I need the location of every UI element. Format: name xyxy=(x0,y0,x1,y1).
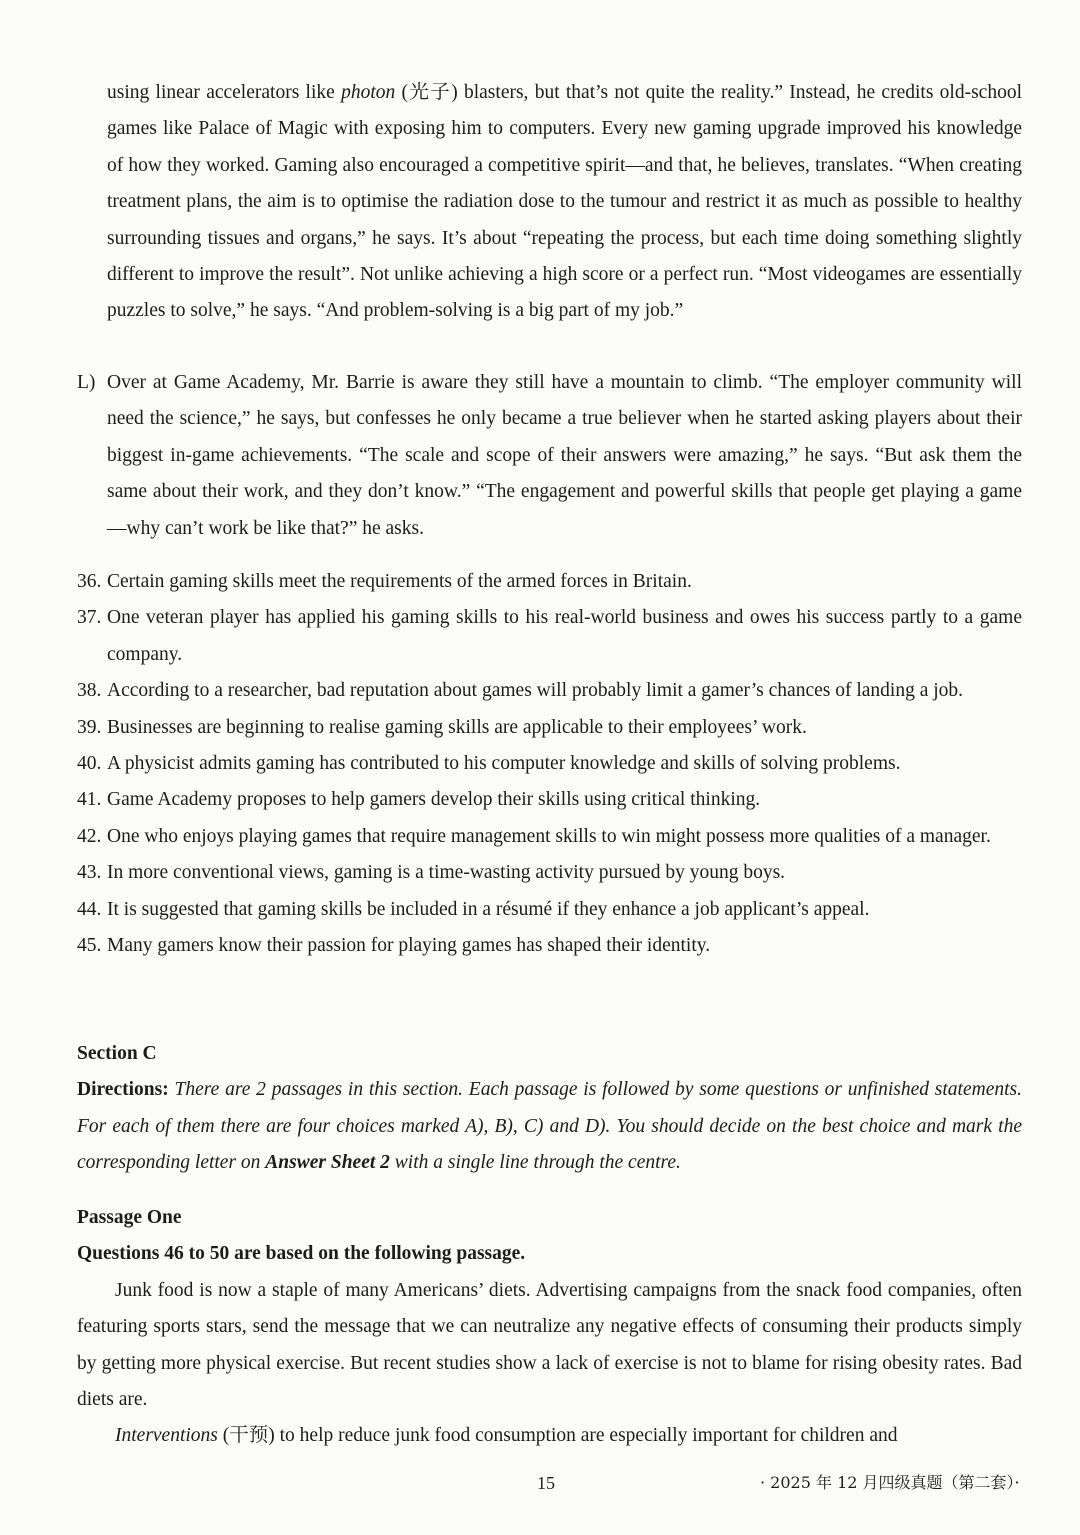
section-c xyxy=(77,1036,1022,1182)
exam-tag: · 2025 年 12 月四级真题（第二套）· xyxy=(760,1473,1020,1492)
paragraph-l xyxy=(77,365,1022,547)
answer-sheet-ref: Answer Sheet 2 xyxy=(265,1152,390,1174)
statement-number: 41. xyxy=(77,789,102,811)
interventions-gloss: (干预) xyxy=(217,1425,280,1447)
statement-item xyxy=(77,600,1022,673)
statement-number: 43. xyxy=(77,862,102,884)
statement-text: Game Academy proposes to help gamers develop their skills using critical thinking. xyxy=(107,789,761,811)
statement-item xyxy=(77,564,1022,600)
passage-one-title: Passage One xyxy=(77,1207,182,1228)
page-number: 15 xyxy=(537,1473,555,1493)
passage-paragraph-text: to help reduce junk food consumption are especially important for children and xyxy=(279,1425,898,1447)
statement-item xyxy=(77,892,1022,928)
statement-text: Many gamers know their passion for playing games has shaped their identity. xyxy=(107,935,711,957)
photon-gloss: (光子) xyxy=(395,82,464,103)
statement-number: 37. xyxy=(77,607,102,629)
photon-term: photon xyxy=(341,82,396,103)
paragraph-label: L) xyxy=(77,372,96,393)
statement-number: 36. xyxy=(77,571,102,592)
statement-item xyxy=(77,746,1022,782)
statement-text: According to a researcher, bad reputation about games will probably limit a gamer’s chances of landing a job. xyxy=(107,680,964,702)
statement-item xyxy=(77,819,1022,855)
statement-item xyxy=(77,673,1022,709)
statement-number: 44. xyxy=(77,898,102,920)
statement-number: 42. xyxy=(77,825,102,847)
statement-item xyxy=(77,710,1022,746)
interventions-term: Interventions xyxy=(115,1425,218,1447)
paragraph-k-continuation xyxy=(107,75,1022,330)
statement-text: Certain gaming skills meet the requirements of the armed forces in Britain. xyxy=(107,571,692,592)
statement-text: Businesses are beginning to realise gaming skills are applicable to their employees’ work. xyxy=(107,716,807,738)
statement-text: It is suggested that gaming skills be included in a résumé if they enhance a job applicant’s appeal. xyxy=(107,898,870,920)
statement-text: One who enjoys playing games that require management skills to win might possess more qualities of a manager. xyxy=(107,825,991,847)
statement-text: In more conventional views, gaming is a time-wasting activity pursued by young boys. xyxy=(107,862,786,884)
statement-item xyxy=(77,928,1022,964)
statement-text: One veteran player has applied his gaming skills to his real-world business and owes his success partly to a game company. xyxy=(107,607,1022,665)
passage-one-subtitle: Questions 46 to 50 are based on the following passage. xyxy=(77,1243,526,1265)
passage-one xyxy=(77,1200,1022,1455)
statement-text: A physicist admits gaming has contributed to his computer knowledge and skills of solving problems. xyxy=(107,753,901,775)
paragraph-l-text: Over at Game Academy, Mr. Barrie is aware they still have a mountain to climb. “The employer community will need the science,” he says, but confesses he only became a true believer when he started asking players about their biggest in-game achievements. “The scale and scope of their answers were amazing,” he says. “But ask them the same about their work, and they don’t know.” “The engagement and powerful skills that people get playing a game—why can’t work be like that?” he asks. xyxy=(107,372,1022,539)
directions-text-end: with a single line through the centre. xyxy=(389,1152,681,1174)
continuation-text-rest: blasters, but that’s not quite the reality.” Instead, he credits old-school games like Palace of Magic with exposing him to computers. Every new gaming upgrade improved his knowledge of how they worked. Gaming also encouraged a competitive spirit—and that, he believes, translates. “When creating treatment plans, the aim is to optimise the radiation dose to the tumour and restrict it as much as possible to healthy surrounding tissues and organs,” he says. It’s about “repeating the process, but each time doing something slightly different to improve the result”. Not unlike achieving a high score or a perfect run. “Most videogames are essentially puzzles to solve,” he says. “And problem-solving is a big part of my job.” xyxy=(107,82,1022,322)
statement-number: 40. xyxy=(77,753,102,775)
statement-item xyxy=(77,855,1022,891)
continuation-text-start: using linear accelerators like xyxy=(107,82,342,103)
statement-number: 38. xyxy=(77,680,102,702)
passage-paragraph: Junk food is now a staple of many Americans’ diets. Advertising campaigns from the snack food companies, often featuring sports stars, send the message that we can neutralize any negative effects of consuming their products simply by getting more physical exercise. But recent studies show a lack of exercise is not to blame for rising obesity rates. Bad diets are. xyxy=(77,1279,1022,1411)
statement-number: 39. xyxy=(77,716,102,738)
statement-list xyxy=(77,564,1022,964)
directions-label: Directions: xyxy=(77,1079,169,1101)
passage-paragraph xyxy=(77,1418,1022,1454)
statement-item xyxy=(77,782,1022,818)
directions-text: There are 2 passages in this section. Each passage is followed by some questions or unfinished statements. For each of them there are four choices marked A), B), C) and D). You should decide on the best choice and mark the corresponding letter on xyxy=(77,1079,1022,1174)
section-c-directions xyxy=(77,1072,1022,1181)
section-c-title: Section C xyxy=(77,1043,157,1064)
statement-number: 45. xyxy=(77,935,102,957)
